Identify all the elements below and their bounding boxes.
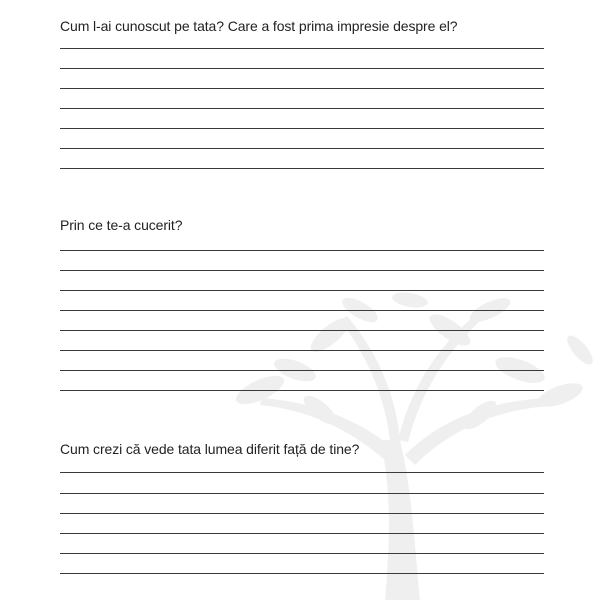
question-1-text: Cum l-ai cunoscut pe tata? Care a fost prima impresie despre el? — [60, 18, 458, 34]
answer-line[interactable] — [60, 108, 544, 109]
question-3-text: Cum crezi că vede tata lumea diferit față de tine? — [60, 441, 360, 457]
answer-line[interactable] — [60, 68, 544, 69]
answer-line[interactable] — [60, 390, 544, 391]
answer-line[interactable] — [60, 250, 544, 251]
answer-line[interactable] — [60, 573, 544, 574]
answer-line[interactable] — [60, 493, 544, 494]
answer-line[interactable] — [60, 330, 544, 331]
answer-line[interactable] — [60, 128, 544, 129]
answer-line[interactable] — [60, 48, 544, 49]
answer-line[interactable] — [60, 472, 544, 473]
question-2-text: Prin ce te-a cucerit? — [60, 217, 183, 233]
answer-line[interactable] — [60, 168, 544, 169]
answer-line[interactable] — [60, 88, 544, 89]
answer-line[interactable] — [60, 290, 544, 291]
answer-line[interactable] — [60, 310, 544, 311]
answer-line[interactable] — [60, 533, 544, 534]
answer-line[interactable] — [60, 513, 544, 514]
answer-line[interactable] — [60, 553, 544, 554]
answer-line[interactable] — [60, 270, 544, 271]
answer-line[interactable] — [60, 370, 544, 371]
answer-line[interactable] — [60, 350, 544, 351]
answer-line[interactable] — [60, 148, 544, 149]
